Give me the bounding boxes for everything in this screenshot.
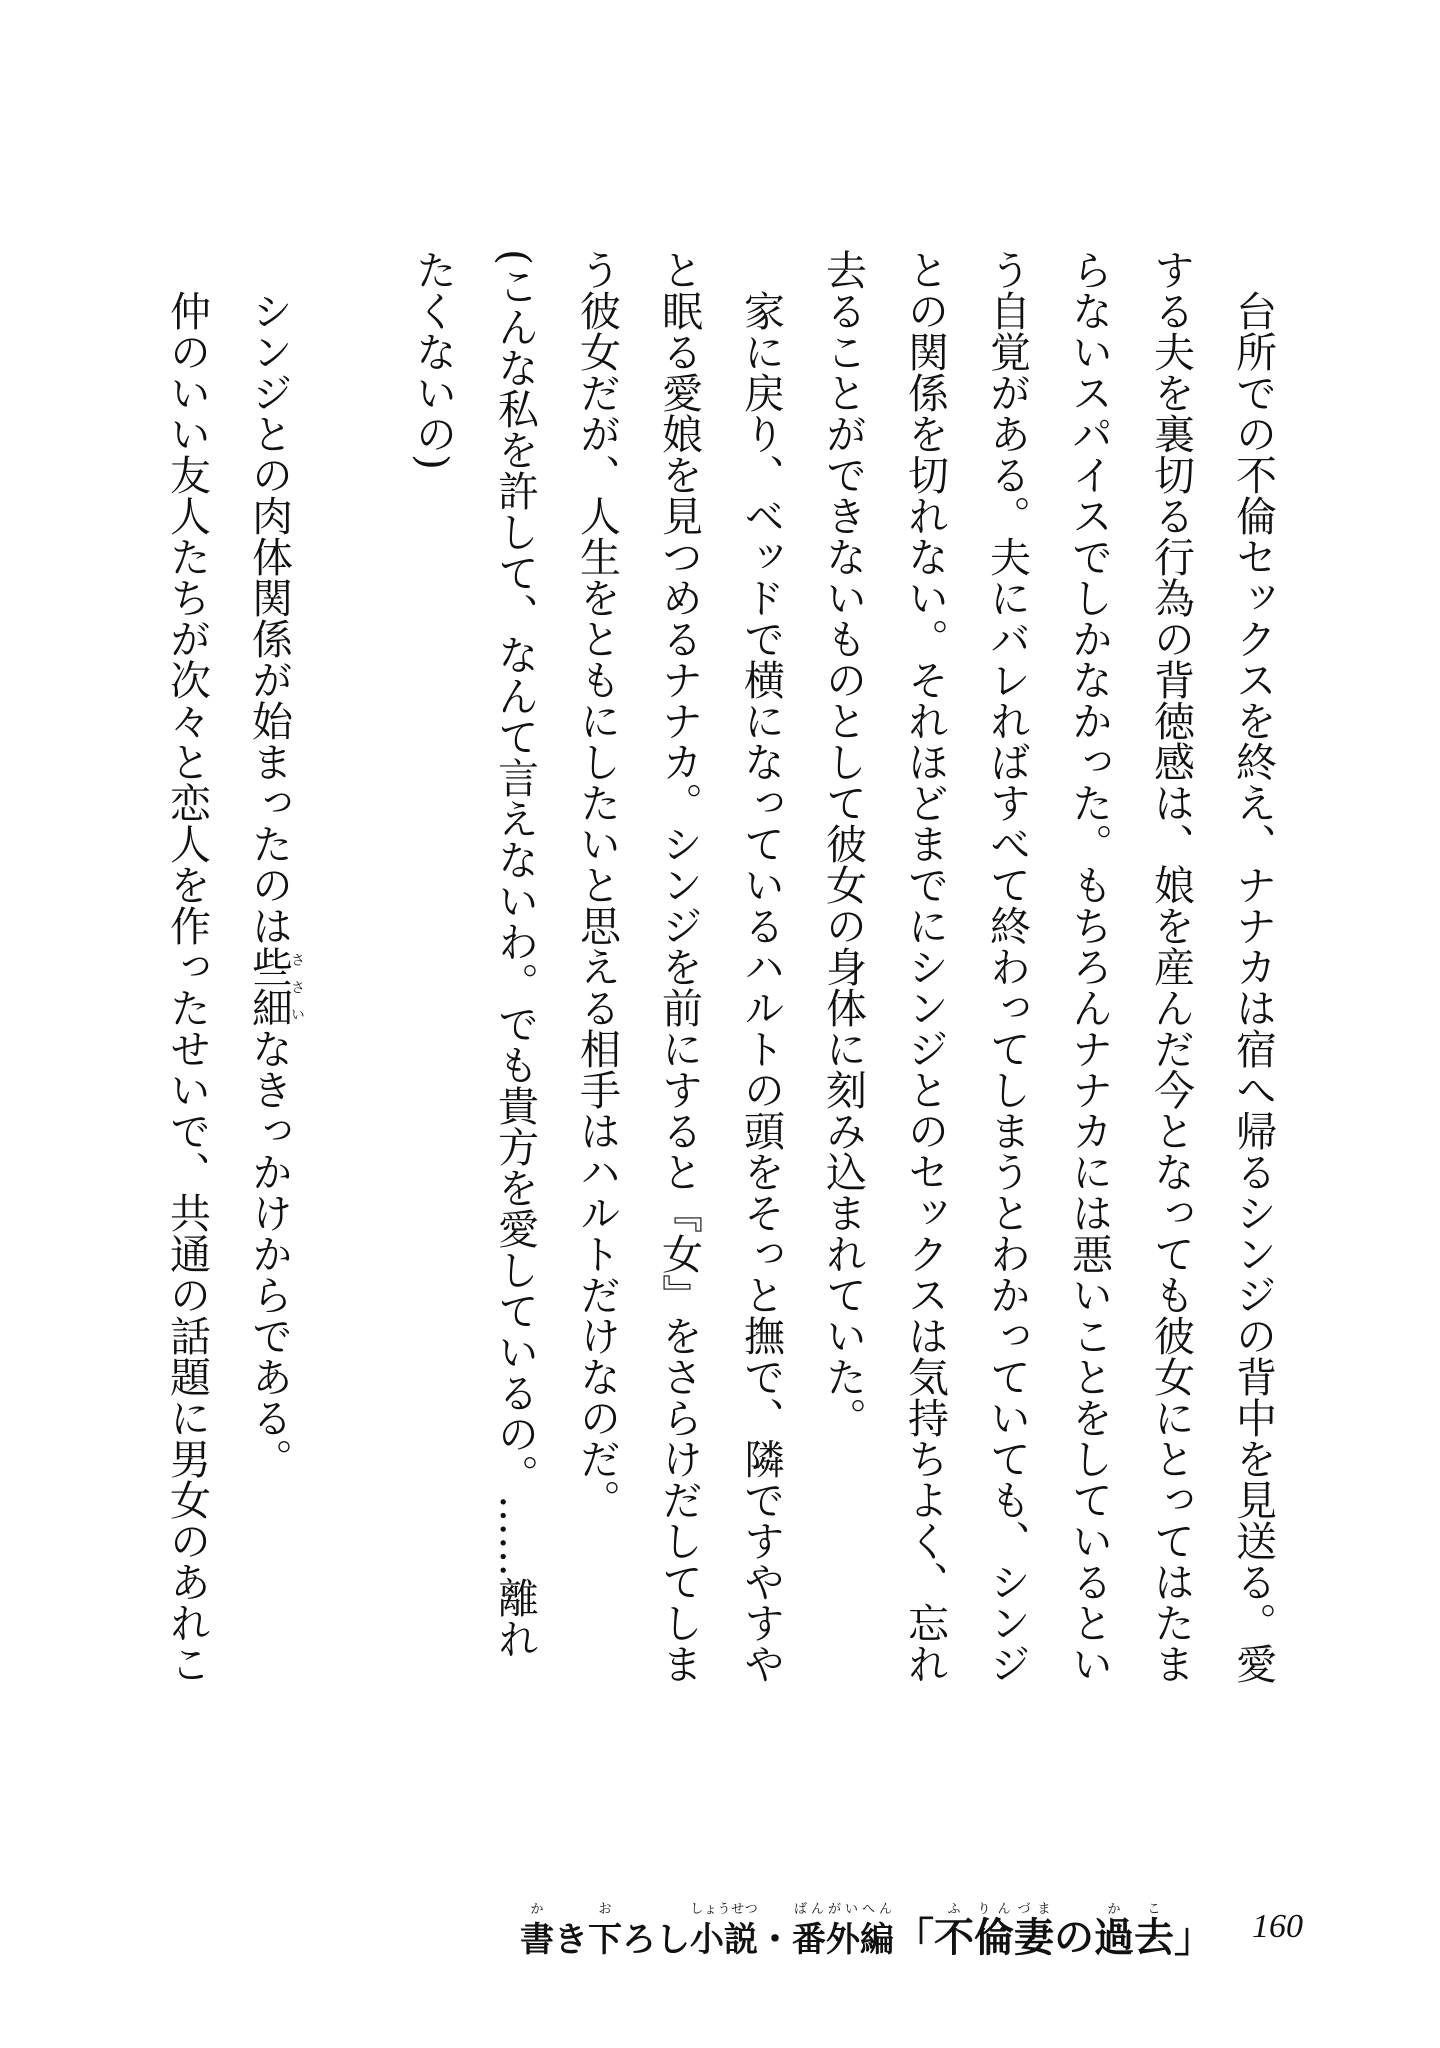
running-footer <box>520 1902 1214 1963</box>
ruby-base: 過 <box>1094 1915 1134 1961</box>
ruby-word <box>690 1902 758 1960</box>
text-line: 台所での不倫セックスを終え、ナナカは宿へ帰るシンジの背中を見送る。愛 <box>1229 290 1277 1684</box>
ruby-word <box>520 1902 554 1960</box>
ruby-base: 下 <box>588 1920 622 1960</box>
ruby-word <box>622 1920 690 1960</box>
blank-line <box>310 249 392 1684</box>
ruby-base: 書 <box>520 1920 554 1960</box>
bracket-open: 「 <box>894 1915 934 1961</box>
ruby-reading: ばんがいへん <box>792 1902 894 1917</box>
ruby-reading: りん <box>974 1902 1014 1917</box>
ruby-reading: ささい <box>289 946 305 1028</box>
ruby-base: 些細 <box>245 946 293 1028</box>
body-text <box>146 249 1294 1684</box>
text-line: 去ることができないものとして彼女の身体に刻み込まれていた。 <box>819 249 867 1438</box>
text-line: との関係を切れない。それほどまでにシンジとのセックスは気持ちよく、忘れ <box>901 249 949 1684</box>
ruby-word <box>588 1902 622 1960</box>
ruby-reading: しょうせつ <box>690 1902 758 1917</box>
ruby-base: ろし <box>622 1920 690 1960</box>
ruby-reading: お <box>588 1902 622 1917</box>
ruby-base: 妻 <box>1014 1915 1054 1961</box>
text-line <box>228 249 310 1684</box>
ruby-word <box>974 1902 1014 1961</box>
ruby-word <box>934 1902 974 1961</box>
ruby-word <box>1094 1902 1134 1961</box>
ruby-base: 不 <box>934 1915 974 1961</box>
ruby-word <box>1054 1915 1094 1961</box>
text-line: と眠る愛娘を見つめるナナカ。シンジを前にすると『女』をさらけだしてしま <box>655 249 703 1684</box>
ruby-word <box>792 1902 894 1960</box>
ruby-reading: づま <box>1014 1902 1054 1917</box>
ruby-base: の <box>1054 1915 1094 1961</box>
ruby-reading: か <box>520 1902 554 1917</box>
ruby-word <box>758 1920 792 1960</box>
ruby-word <box>554 1920 588 1960</box>
text-line: らないスパイスでしかなかった。もちろんナナカには悪いことをしているとい <box>1065 249 1113 1684</box>
text-line: (こんな私を許して、なんて言えないわ。でも貴方を愛しているの。……離れ <box>491 249 539 1659</box>
ruby-word <box>245 946 305 1028</box>
text-line: 仲のいい友人たちが次々と恋人を作ったせいで、共通の話題に男女のあれこ <box>163 290 211 1684</box>
ruby-base: 去 <box>1134 1915 1174 1961</box>
page-number: 160 <box>1252 1908 1303 1945</box>
ruby-base: 番外編 <box>792 1920 894 1960</box>
text-segment: なきっかけからである。 <box>245 1028 293 1479</box>
text-line: う自覚がある。夫にバレればすべて終わってしまうとわかっていても、シンジ <box>983 249 1031 1684</box>
ruby-reading: か <box>1094 1902 1134 1917</box>
ruby-base: 小説 <box>690 1920 758 1960</box>
ruby-base: 倫 <box>974 1915 1014 1961</box>
ruby-base: ・ <box>758 1920 792 1960</box>
text-segment: シンジとの肉体関係が始まったのは <box>245 290 293 946</box>
text-line: う彼女だが、人生をともにしたいと思える相手はハルトだけなのだ。 <box>573 249 621 1520</box>
ruby-word <box>1014 1902 1054 1961</box>
ruby-reading: ふ <box>934 1902 974 1917</box>
ruby-base: き <box>554 1920 588 1960</box>
story-title <box>894 1902 1214 1961</box>
text-line: たくないの) <box>409 249 457 470</box>
ruby-word <box>1134 1902 1174 1961</box>
ruby-reading: こ <box>1134 1902 1174 1917</box>
bracket-close: 」 <box>1174 1915 1214 1961</box>
text-line: 家に戻り、ベッドで横になっているハルトの頭をそっと撫で、隣ですやすや <box>737 290 785 1684</box>
text-line: する夫を裏切る行為の背徳感は、娘を産んだ今となっても彼女にとってはたま <box>1147 249 1195 1684</box>
